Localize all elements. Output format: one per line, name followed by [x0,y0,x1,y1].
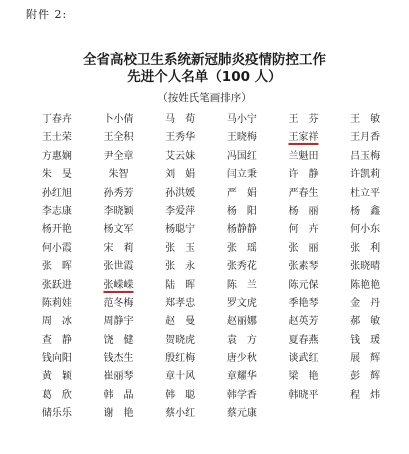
name-entry: 张嵘嵘 [103,279,134,291]
name-entry: 罗文虎 [226,297,257,309]
name-entry: 马 荀 [165,114,196,125]
name-entry: 钱向阳 [41,353,72,365]
name-entry: 张 利 [350,242,381,254]
name-entry: 彭 辉 [350,371,381,383]
name-entry: 吕玉梅 [350,150,381,162]
name-entry: 陈元保 [288,279,319,291]
name-entry: 郑孝忠 [165,297,196,309]
name-entry: 蔡元康 [226,408,257,420]
name-entry: 杜立平 [350,187,381,199]
name-entry: 周 冰 [41,316,72,328]
name-entry: 丁春卉 [41,114,72,125]
name-entry: 王晓梅 [226,132,257,144]
name-entry: 王家祥 [288,132,319,144]
name-entry: 钱杰生 [103,353,134,365]
name-entry: 张 晖 [41,261,72,273]
name-entry: 李爱萍 [165,205,196,217]
name-entry: 谈武红 [288,353,319,365]
name-entry: 杨聪宁 [165,224,196,236]
name-entry: 艾云妹 [165,150,196,162]
name-entry: 许凯莉 [350,169,381,181]
name-entry: 储乐乐 [41,408,72,420]
name-entry: 夏春燕 [288,334,319,346]
name-entry: 章耀华 [226,371,257,383]
name-entry: 金 丹 [350,297,381,309]
name-entry: 周静宇 [103,316,134,328]
name-entry: 葛 欣 [41,389,72,401]
name-entry: 张 玉 [165,242,196,254]
name-entry: 王士荣 [41,132,72,144]
name-entry: 张秀花 [226,261,257,273]
name-entry: 孙洪媛 [165,187,196,199]
name-entry: 饶 健 [103,334,134,346]
name-entry: 何小东 [350,224,381,236]
name-entry: 杨文军 [103,224,134,236]
name-entry: 韩晓平 [288,389,319,401]
name-entry: 闫立秉 [226,169,257,181]
name-entry: 查 静 [41,334,72,346]
name-entry: 杨 鑫 [350,205,381,217]
name-entry: 赵丽娜 [226,316,257,328]
name-entry: 尹全章 [103,150,134,162]
document-title-line2: 先进个人名单（100 人） [127,69,282,85]
name-entry: 杨 阳 [226,205,257,217]
name-entry: 张素琴 [288,261,319,273]
name-entry: 宋 莉 [103,242,134,254]
name-entry: 韩学香 [226,389,257,401]
name-entry: 卜小倩 [103,114,134,125]
name-entry: 张 瑶 [226,242,257,254]
name-entry: 兰魁田 [288,150,319,162]
name-entry: 展 辉 [350,353,381,365]
name-entry: 许 静 [288,169,319,181]
name-entry: 严 娟 [226,187,257,199]
name-entry: 梁 艳 [288,371,319,383]
name-entry: 方惠娴 [41,150,72,162]
name-entry: 杨开艳 [41,224,72,236]
name-entry: 陈莉娃 [41,297,72,309]
document-title-line1: 全省高校卫生系统新冠肺炎疫情防控工作 [83,52,326,68]
name-entry: 黄 颖 [41,371,72,383]
name-entry: 王 芬 [288,114,319,125]
names-grid [26,111,396,424]
name-entry: 崔丽琴 [103,371,134,383]
name-entry: 袁 方 [226,334,257,346]
name-entry: 张 永 [165,261,196,273]
name-entry: 钱 瑗 [350,334,381,346]
name-entry: 朱 旻 [41,169,72,181]
name-entry: 殷红梅 [165,353,196,365]
name-entry: 杨 丽 [288,205,319,217]
name-entry: 张世霞 [103,261,134,273]
name-entry: 韩 聪 [165,389,196,401]
name-entry: 贺晓虎 [165,334,196,346]
name-entry: 赵英芳 [288,316,319,328]
name-entry: 谢 艳 [103,408,134,420]
name-entry: 韩 晶 [103,389,134,401]
name-entry: 蔡小红 [165,408,196,420]
name-entry: 何 卉 [288,224,319,236]
name-entry: 刘 娟 [165,169,196,181]
name-entry: 王月香 [350,132,381,144]
name-entry: 张 丽 [288,242,319,254]
name-entry: 陈 兰 [226,279,257,291]
name-entry: 马小宁 [226,114,257,125]
name-entry: 章十风 [165,371,196,383]
name-entry: 严春生 [288,187,319,199]
name-entry: 何小霞 [41,242,72,254]
name-entry: 程 炜 [350,389,381,401]
name-entry: 王秀华 [165,132,196,144]
name-entry: 张晓晴 [350,261,381,273]
attachment-label: 附件 2: [26,8,68,21]
name-entry: 范冬梅 [103,297,134,309]
name-entry: 陈艳艳 [350,279,381,291]
name-entry: 李晓颖 [103,205,134,217]
name-entry: 唐少秋 [226,353,257,365]
name-entry: 朱智 [108,169,129,181]
name-entry: 赵 曼 [165,316,196,328]
name-entry: 张跃进 [41,279,72,291]
name-entry: 季艳琴 [288,297,319,309]
name-entry: 孙秀芳 [103,187,134,199]
name-entry: 孙红旭 [41,187,72,199]
name-entry: 李志康 [41,205,72,217]
name-entry: 冯国红 [226,150,257,162]
name-entry: 王 敏 [350,114,381,125]
sort-note: （按姓氏笔画排序） [157,92,252,104]
name-entry: 郝 敏 [350,316,381,328]
name-entry: 陆 晖 [165,279,196,291]
name-entry: 王全积 [103,132,134,144]
name-entry: 杨静静 [226,224,257,236]
